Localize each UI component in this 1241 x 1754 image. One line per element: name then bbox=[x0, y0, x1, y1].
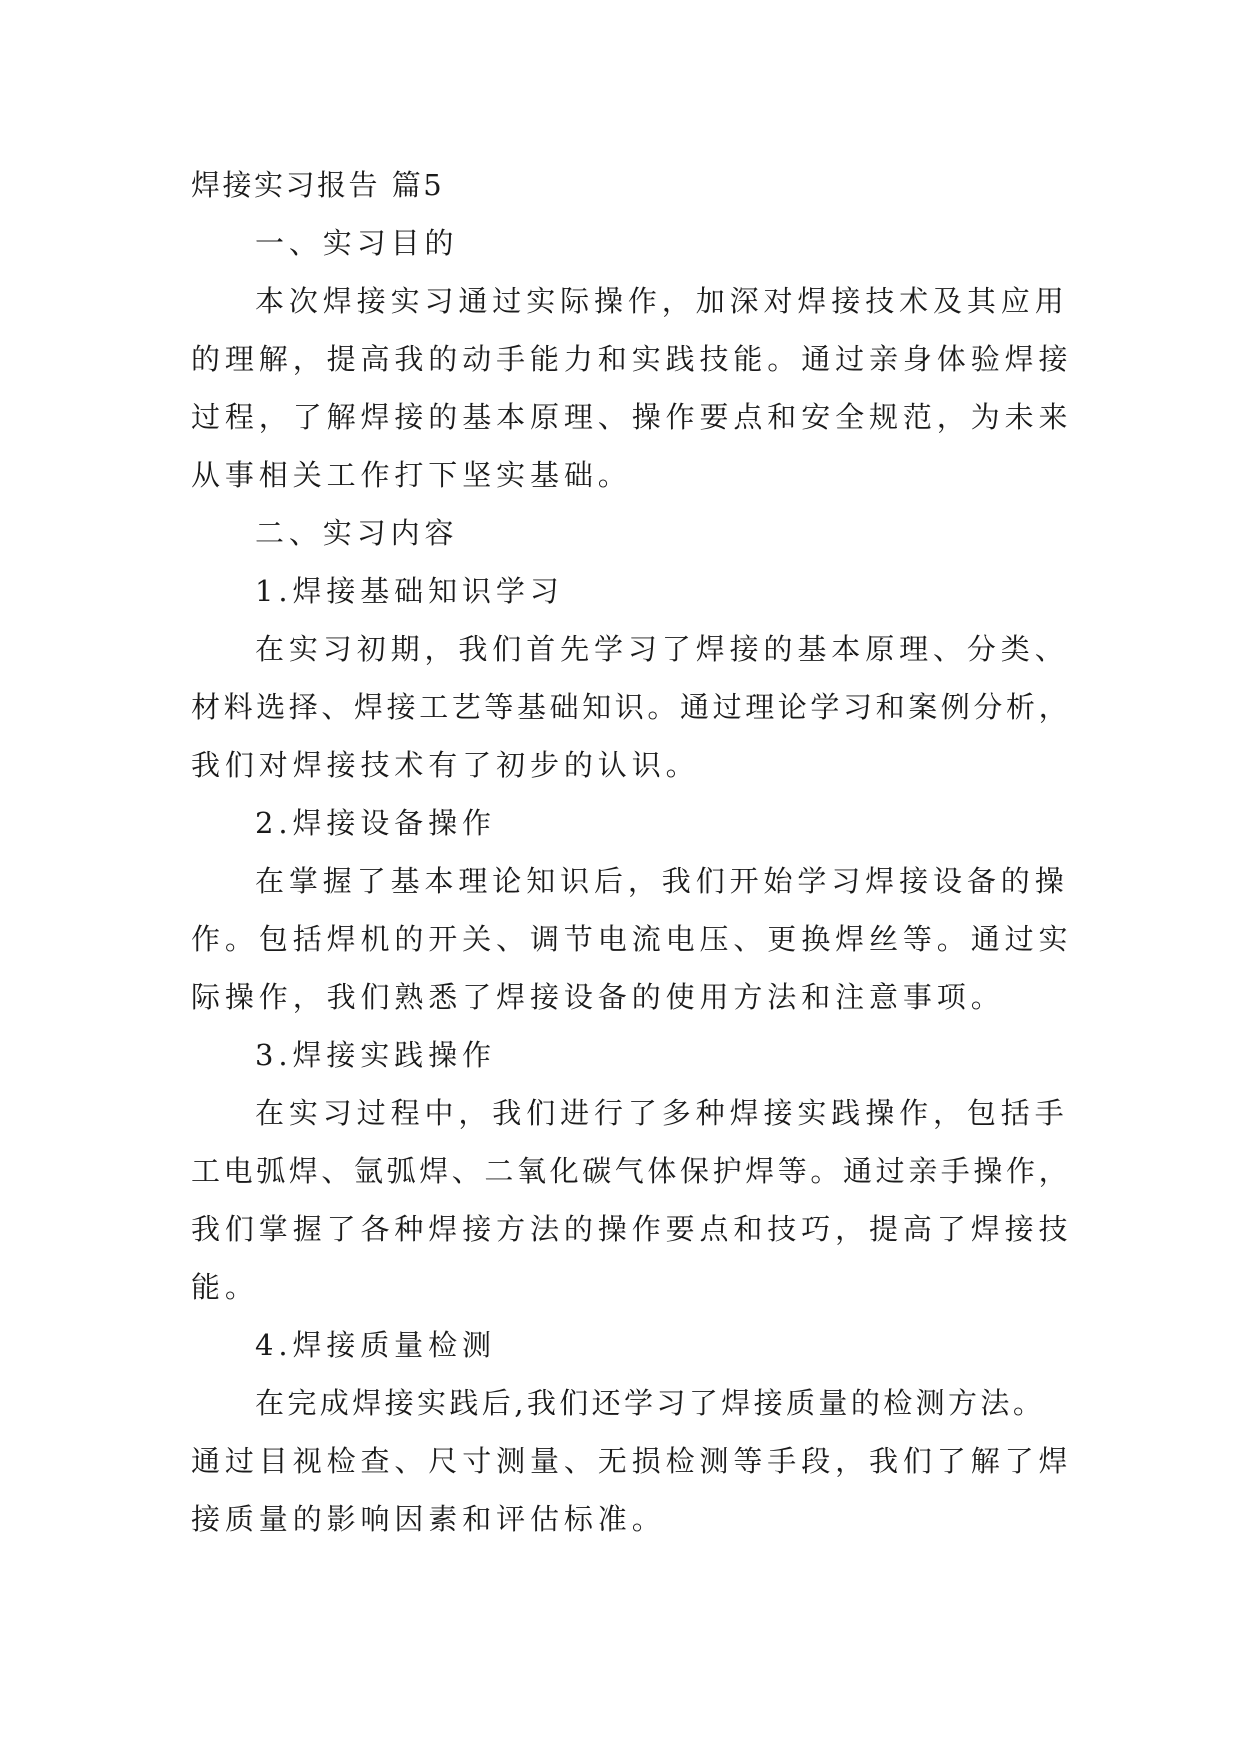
paragraph-line: 我们掌握了各种焊接方法的操作要点和技巧，提高了焊接技 bbox=[191, 1212, 1073, 1246]
document-title: 焊接实习报告 篇5 bbox=[191, 168, 445, 202]
paragraph-line: 在实习初期，我们首先学习了焊接的基本原理、分类、 bbox=[255, 632, 1069, 666]
subsection-heading: 1.焊接基础知识学习 bbox=[255, 574, 564, 608]
paragraph-line: 通过目视检查、尺寸测量、无损检测等手段，我们了解了焊 bbox=[191, 1444, 1073, 1478]
subsection-heading: 2.焊接设备操作 bbox=[255, 806, 496, 840]
paragraph-line: 作。包括焊机的开关、调节电流电压、更换焊丝等。通过实 bbox=[191, 922, 1073, 956]
paragraph-line: 在实习过程中，我们进行了多种焊接实践操作，包括手 bbox=[255, 1096, 1069, 1130]
paragraph-line: 际操作，我们熟悉了焊接设备的使用方法和注意事项。 bbox=[191, 980, 1005, 1014]
paragraph-line: 工电弧焊、氩弧焊、二氧化碳气体保护焊等。通过亲手操作， bbox=[191, 1154, 1072, 1188]
paragraph-line: 本次焊接实习通过实际操作，加深对焊接技术及其应用 bbox=[255, 284, 1069, 318]
paragraph-line: 接质量的影响因素和评估标准。 bbox=[191, 1502, 666, 1536]
paragraph-line: 从事相关工作打下坚实基础。 bbox=[191, 458, 632, 492]
paragraph-line: 能。 bbox=[191, 1270, 259, 1304]
paragraph-line: 材料选择、焊接工艺等基础知识。通过理论学习和案例分析， bbox=[191, 690, 1072, 724]
subsection-heading: 4.焊接质量检测 bbox=[255, 1328, 496, 1362]
paragraph-line: 我们对焊接技术有了初步的认识。 bbox=[191, 748, 700, 782]
paragraph-line: 的理解，提高我的动手能力和实践技能。通过亲身体验焊接 bbox=[191, 342, 1073, 376]
section-heading: 一、实习目的 bbox=[255, 226, 459, 260]
section-heading: 二、实习内容 bbox=[255, 516, 459, 550]
paragraph-line: 在完成焊接实践后,我们还学习了焊接质量的检测方法。 bbox=[255, 1386, 1046, 1420]
paragraph-line: 过程，了解焊接的基本原理、操作要点和安全规范，为未来 bbox=[191, 400, 1073, 434]
subsection-heading: 3.焊接实践操作 bbox=[255, 1038, 496, 1072]
paragraph-line: 在掌握了基本理论知识后，我们开始学习焊接设备的操 bbox=[255, 864, 1069, 898]
